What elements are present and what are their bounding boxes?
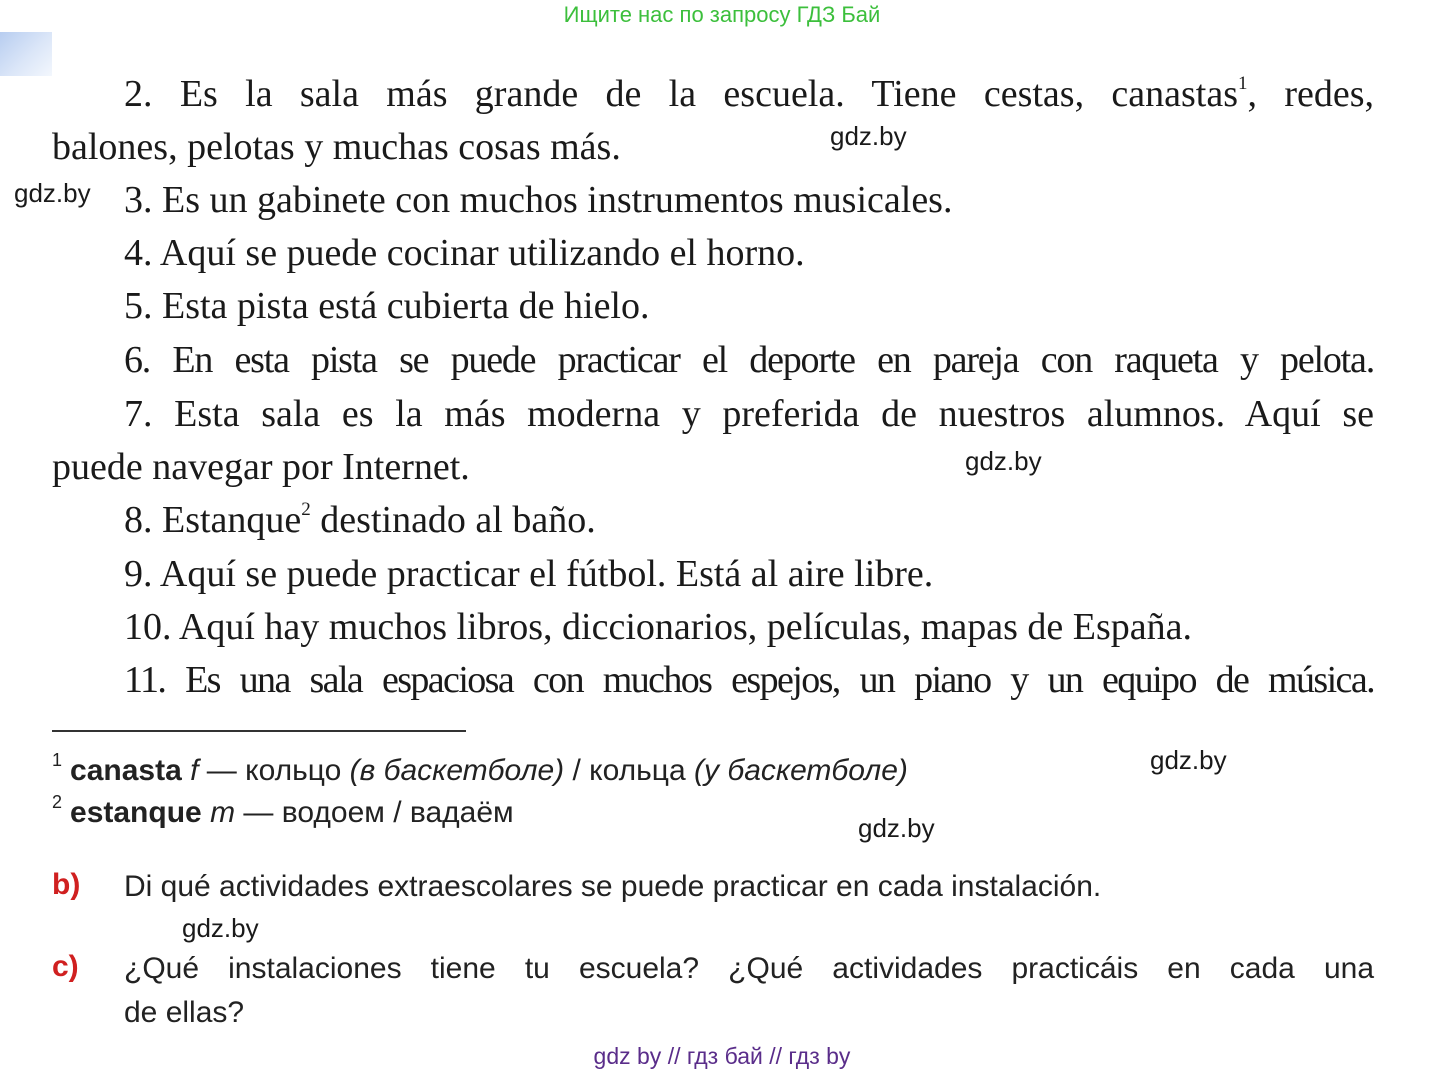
footnote-gender: f — [190, 754, 199, 787]
watermark: gdz.by — [965, 446, 1042, 476]
item-6: 6. En esta pista se puede practicar el deporte en pareja con raqueta y pelota. — [124, 339, 1374, 381]
task-b-text: Di qué actividades extraescolares se puede practicar en cada instalación. — [124, 870, 1102, 903]
item-2-text: 2. Es la sala más grande de la escuela. Tiene cestas, canastas — [124, 73, 1238, 115]
footnote-translation: — водоем / вадаём — [235, 796, 514, 829]
footnote-gender: m — [210, 796, 236, 829]
footnote-context: (в баскетболе) — [349, 754, 565, 787]
watermark: gdz.by — [830, 121, 907, 151]
task-c-label: c) — [52, 950, 79, 983]
item-5: 5. Esta pista está cubierta de hielo. — [124, 285, 650, 327]
item-11: 11. Es una sala espaciosa con muchos espejos, un piano y un equipo de música. — [124, 659, 1374, 701]
item-2-line-2: balones, pelotas y muchas cosas más. — [52, 126, 621, 168]
task-c-text-line-2: de ellas? — [124, 996, 245, 1029]
item-2-line-1 — [124, 68, 1374, 120]
footnote-number: 2 — [52, 792, 63, 812]
footnote-divider — [52, 730, 466, 732]
footnote-1 — [52, 750, 908, 788]
watermark: gdz.by — [182, 913, 259, 943]
item-4: 4. Aquí se puede cocinar utilizando el horno. — [124, 232, 805, 274]
corner-decoration — [0, 32, 52, 76]
item-7-line-2: puede navegar por Internet. — [52, 446, 470, 488]
item-8-text-end: destinado al baño. — [310, 499, 596, 541]
item-8 — [124, 494, 596, 546]
footnote-ref-2[interactable]: 2 — [301, 499, 311, 520]
item-8-text: 8. Estanque — [124, 499, 302, 541]
item-2-text-end: , redes, — [1247, 73, 1374, 115]
watermark: gdz.by — [14, 178, 91, 208]
task-b-label: b) — [52, 868, 81, 901]
site-banner: Ищите нас по запросу ГДЗ Бай — [563, 2, 881, 27]
item-10: 10. Aquí hay muchos libros, diccionarios, películas, mapas de España. — [124, 606, 1192, 648]
footnote-term: canasta — [70, 754, 182, 787]
item-9: 9. Aquí se puede practicar el fútbol. Está al aire libre. — [124, 553, 934, 595]
footnote-number: 1 — [52, 750, 63, 770]
item-3: 3. Es un gabinete con muchos instrumentos musicales. — [124, 179, 953, 221]
footnote-translation-alt: / кольца — [564, 754, 695, 787]
watermark: gdz.by — [858, 813, 935, 843]
footnote-context-alt: (у баскетболе) — [694, 754, 908, 787]
footnote-term: estanque — [70, 796, 202, 829]
footnote-2 — [52, 792, 514, 830]
task-c-text-line-1: ¿Qué instalaciones tiene tu escuela? ¿Qué actividades practicáis en cada una — [124, 952, 1374, 985]
item-7-line-1: 7. Esta sala es la más moderna y preferida de nuestros alumnos. Aquí se — [124, 393, 1374, 435]
site-footer: gdz by // гдз бай // гдз by — [593, 1043, 851, 1069]
footnote-ref-1[interactable]: 1 — [1238, 73, 1248, 94]
footnote-translation: — кольцо — [198, 754, 350, 787]
watermark: gdz.by — [1150, 745, 1227, 775]
